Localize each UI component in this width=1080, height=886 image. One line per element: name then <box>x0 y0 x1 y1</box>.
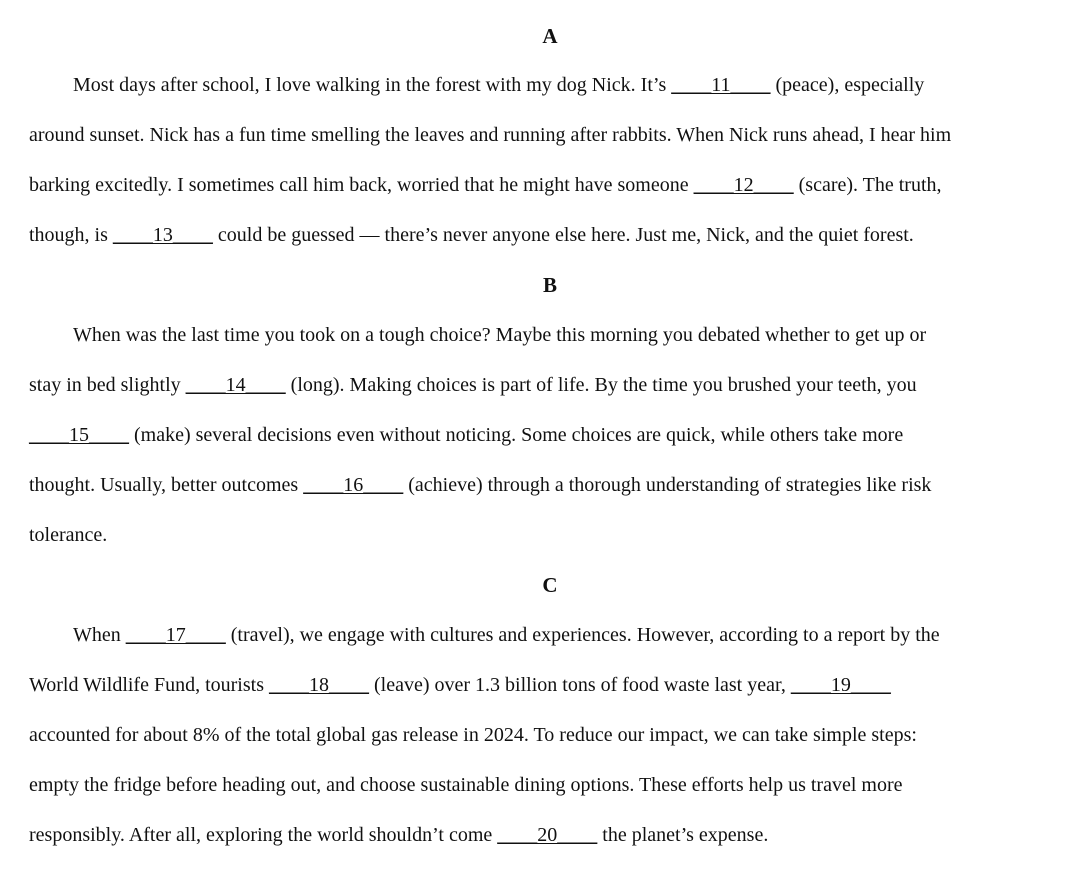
text-segment: barking excitedly. I sometimes call him back, worried that he might have someone <box>29 174 694 196</box>
answer-blank-20[interactable]: ____20____ <box>497 824 598 846</box>
section-a-line-3 <box>29 173 942 197</box>
section-a-heading: A <box>542 24 558 48</box>
text-segment: World Wildlife Fund, tourists <box>29 674 269 696</box>
text-segment: could be guessed — there’s never anyone else here. Just me, Nick, and the quiet forest. <box>212 224 914 246</box>
section-c-line-3 <box>29 723 917 747</box>
answer-blank-16[interactable]: ____16____ <box>303 474 404 496</box>
text-segment: (long). Making choices is part of life. By the time you brushed your teeth, you <box>285 374 917 396</box>
text-segment: (achieve) through a thorough understanding of strategies like risk <box>403 474 932 496</box>
section-c-line-5 <box>29 823 768 847</box>
answer-blank-17[interactable]: ____17____ <box>125 624 226 646</box>
text-segment: When <box>73 624 126 646</box>
text-segment: (scare). The truth, <box>793 174 942 196</box>
section-c-line-4 <box>29 773 902 797</box>
text-segment: responsibly. After all, exploring the world shouldn’t come <box>29 824 498 846</box>
section-b-line-2 <box>29 373 917 397</box>
section-b-line-1 <box>73 323 926 347</box>
section-c-line-1 <box>73 623 940 647</box>
text-segment: around sunset. Nick has a fun time smelling the leaves and running after rabbits. When Nick runs ahead, I hear him <box>29 124 952 146</box>
answer-blank-15[interactable]: ____15____ <box>29 424 129 446</box>
text-segment: (travel), we engage with cultures and experiences. However, according to a report by the <box>225 624 940 646</box>
answer-blank-18[interactable]: ____18____ <box>269 674 369 696</box>
section-b-line-3 <box>29 423 903 447</box>
section-b-heading: B <box>542 273 557 297</box>
answer-blank-14[interactable]: ____14____ <box>185 374 286 396</box>
section-c-heading: C <box>542 573 558 597</box>
answer-blank-19[interactable]: ____19____ <box>790 674 891 696</box>
text-segment: thought. Usually, better outcomes <box>29 474 304 496</box>
text-segment: (leave) over 1.3 billion tons of food waste last year, <box>369 674 791 696</box>
section-b-line-4 <box>29 473 931 497</box>
section-a-line-1 <box>73 73 924 97</box>
section-c-line-2 <box>29 673 891 697</box>
text-segment: the planet’s expense. <box>597 824 769 846</box>
section-a-line-4 <box>29 223 914 247</box>
answer-blank-13[interactable]: ____13____ <box>112 224 213 246</box>
answer-blank-12[interactable]: ____12____ <box>693 174 794 196</box>
text-segment: accounted for about 8% of the total global gas release in 2024. To reduce our impact, we can take simple steps: <box>29 724 917 746</box>
text-segment: though, is <box>29 224 113 246</box>
text-segment: empty the fridge before heading out, and choose sustainable dining options. These efforts help us travel more <box>29 774 903 796</box>
text-segment: When was the last time you took on a tough choice? Maybe this morning you debated whether to get up or <box>73 324 927 346</box>
section-a-line-2 <box>29 123 951 147</box>
text-segment: Most days after school, I love walking in the forest with my dog Nick. It’s <box>73 74 672 96</box>
text-segment: tolerance. <box>29 524 108 546</box>
text-segment: (make) several decisions even without noticing. Some choices are quick, while others take more <box>129 424 904 446</box>
answer-blank-11[interactable]: ____11____ <box>671 74 771 96</box>
text-segment: (peace), especially <box>770 74 925 96</box>
section-b-line-5 <box>29 523 107 547</box>
text-segment: stay in bed slightly <box>29 374 186 396</box>
